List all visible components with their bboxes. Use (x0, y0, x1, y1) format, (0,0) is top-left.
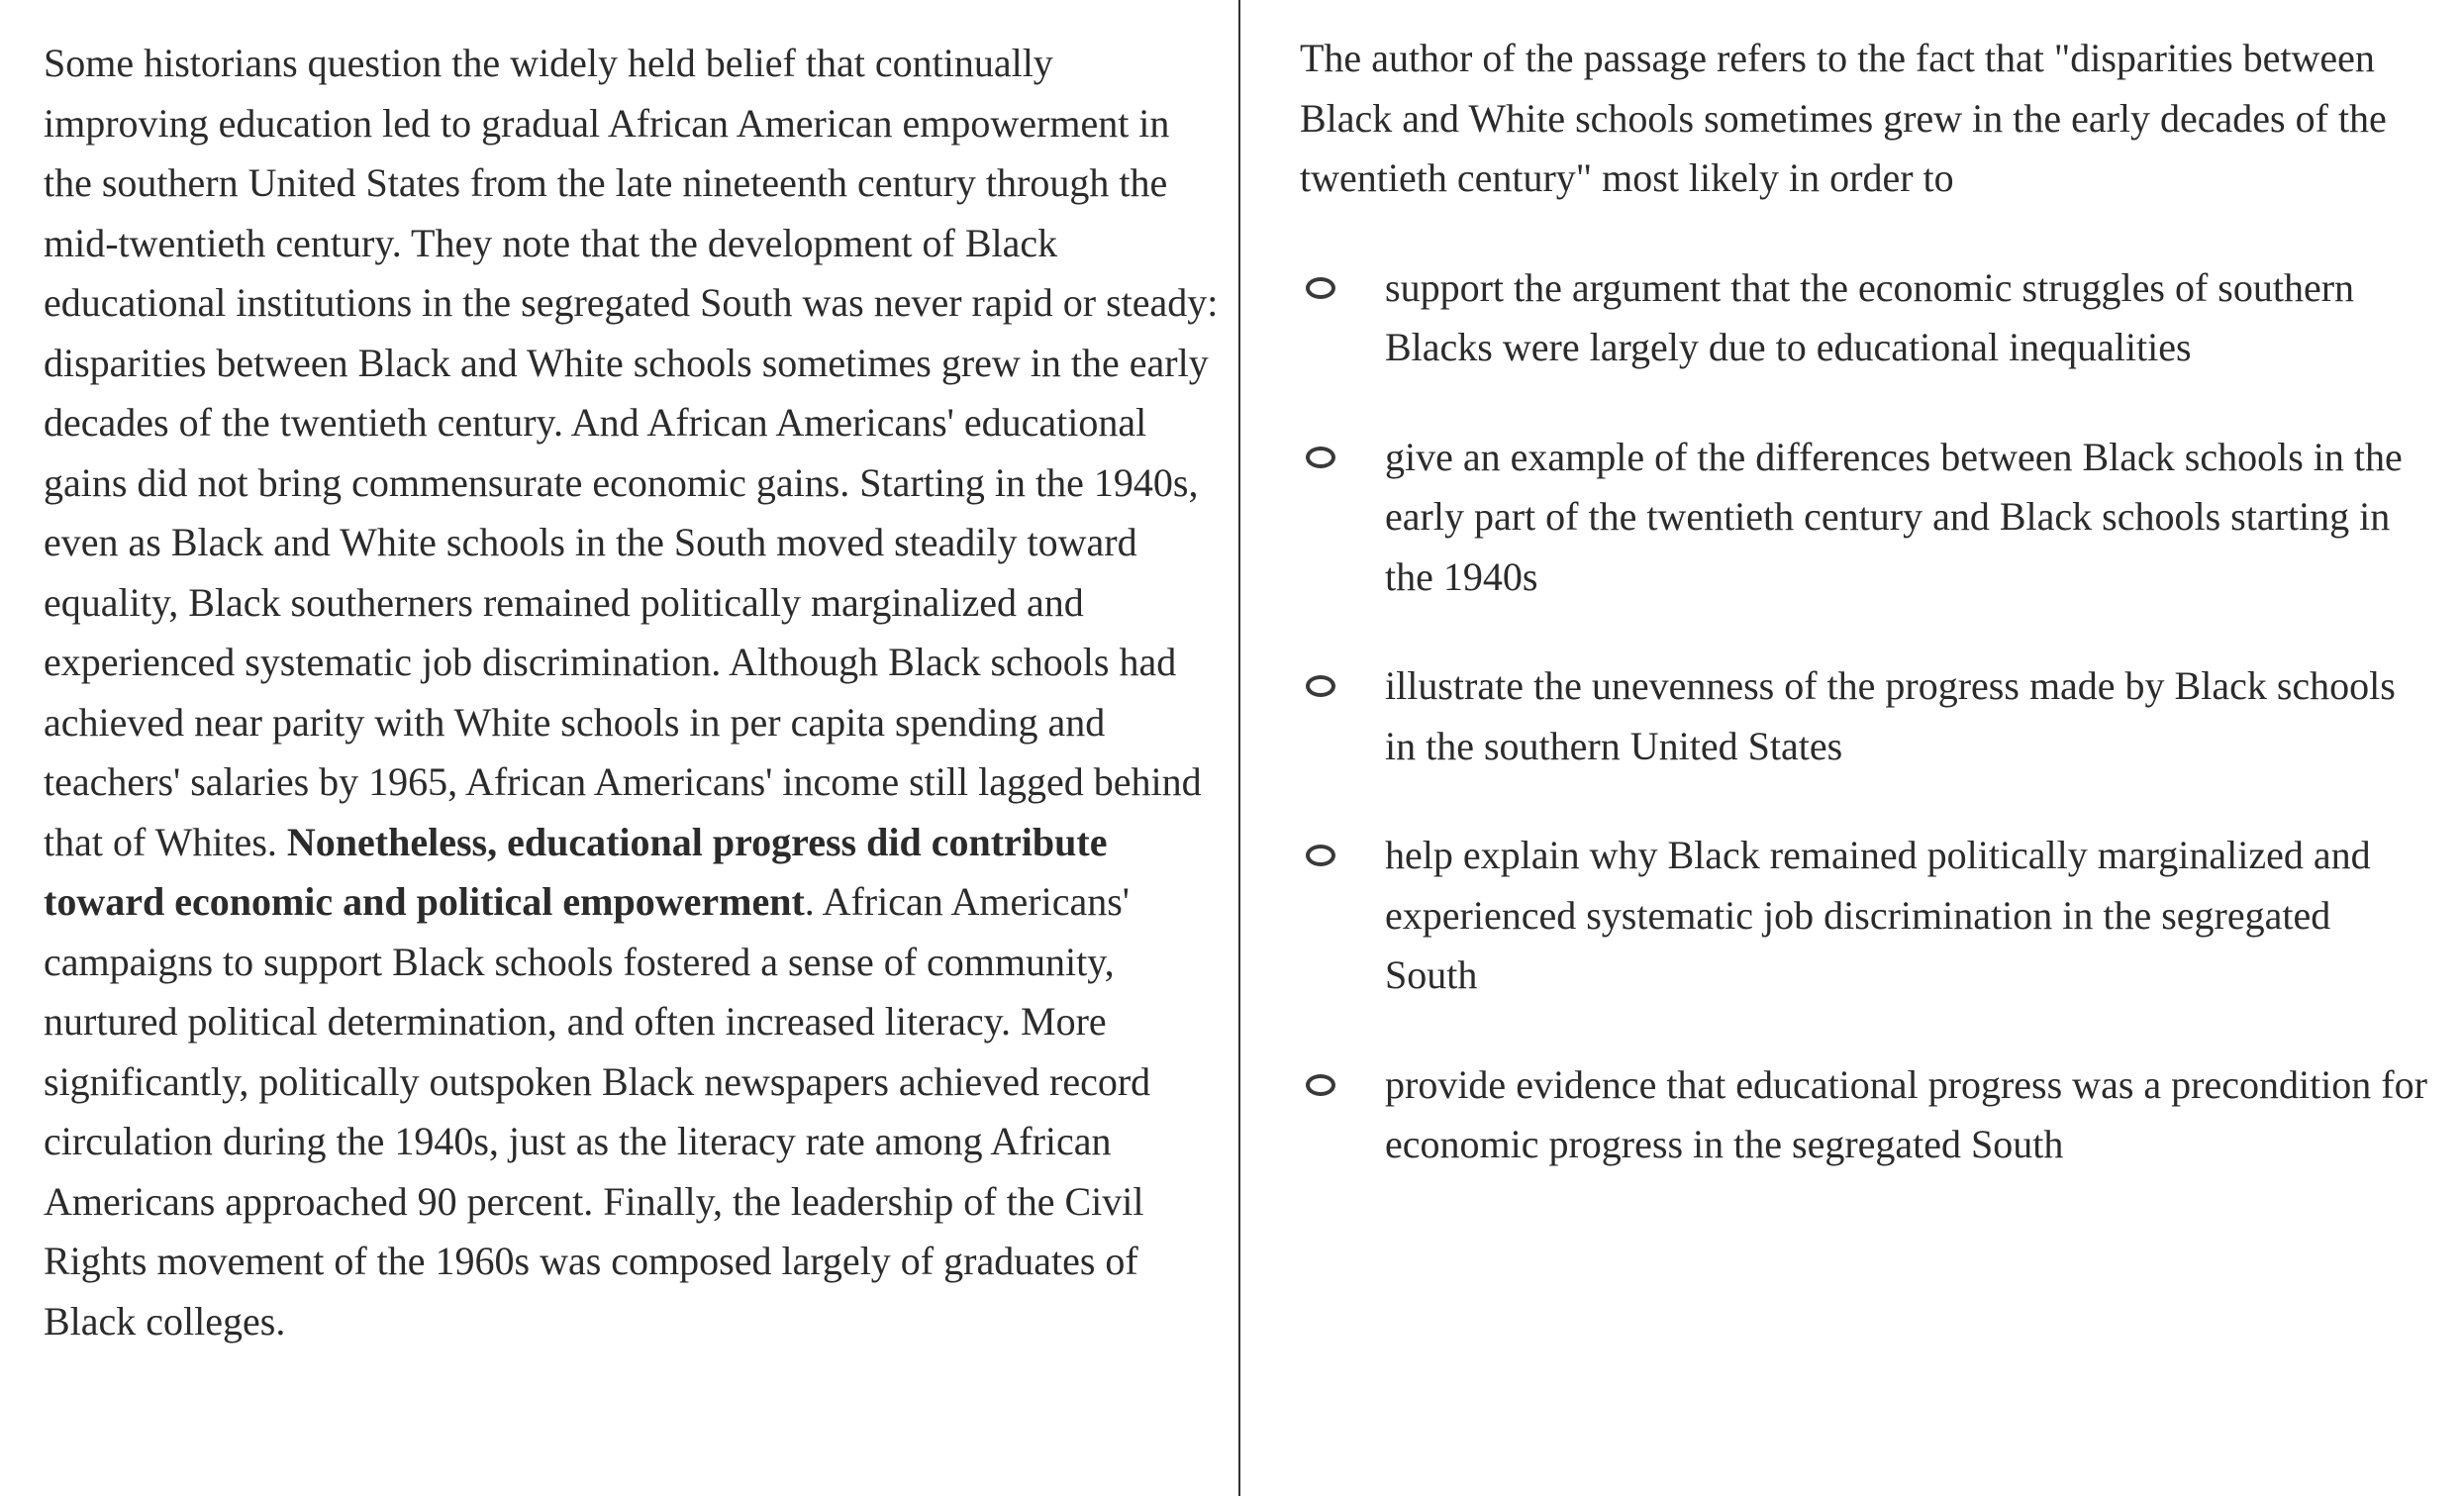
passage-text-conclusion: . African Americans' campaigns to support Black schools fostered a sense of community, nurtured political determination, and often increased literacy. More significantly, politically outspoken Black newspapers achieved record circulation during the 1940s, just as the literacy rate among African Americans approached 90 percent. Finally, the leadership of the Civil Rights movement of the 1960s was composed largely of graduates of Black colleges. (44, 879, 1151, 1344)
answer-option-label: give an example of the differences between Black schools in the early part of the twentieth century and Black schools starting in the 1940s (1385, 434, 2403, 599)
answer-option-label: support the argument that the economic struggles of southern Blacks were largely due to educational inequalities (1385, 264, 2355, 369)
answer-option-label: help explain why Black remained politically marginalized and experienced systematic job discrimination in the segregated South (1385, 833, 2371, 997)
answer-option-e[interactable] (1300, 1055, 2428, 1175)
passage-paragraph (44, 34, 1222, 1351)
passage-bold-sentence: Nonetheless, educational progress did contribute toward economic and political empowerment (44, 819, 1108, 924)
radio-button-icon[interactable] (1306, 845, 1335, 866)
panel-divider[interactable] (1238, 0, 1240, 1496)
radio-button-icon[interactable] (1306, 277, 1335, 299)
radio-button-icon[interactable] (1306, 675, 1335, 697)
radio-button-icon[interactable] (1306, 1074, 1335, 1096)
question-stem: The author of the passage refers to the fact that "disparities between Black and White schools sometimes grew in the early decades of the twentieth century" most likely in order to (1300, 36, 2387, 200)
answer-option-label: provide evidence that educational progress was a precondition for economic progress in the segregated South (1385, 1061, 2427, 1166)
reading-passage (44, 34, 1222, 1351)
answer-option-label: illustrate the unevenness of the progress made by Black schools in the southern United States (1385, 663, 2396, 768)
answer-option-a[interactable] (1300, 258, 2428, 378)
passage-text-intro: Some historians question the widely held belief that continually improving education led to gradual African American empowerment in the southern United States from the late nineteenth century through the mid-twentieth century. They note that the development of Black educational institutions in the segregated South was never rapid or steady: disparities between Black and White schools sometimes grew in the early decades of the twentieth century. And African Americans' educational gains did not bring commensurate economic gains. Starting in the 1940s, even as Black and White schools in the South moved steadily toward equality, Black southerners remained politically marginalized and experienced systematic job discrimination. Although Black schools had achieved near parity with White schools in per capita spending and teachers' salaries by 1965, African Americans' income still lagged behind that of Whites. (44, 41, 1219, 864)
question-panel (1300, 29, 2428, 1225)
answer-option-b[interactable] (1300, 428, 2428, 608)
answer-options (1300, 258, 2428, 1175)
answer-option-c[interactable] (1300, 656, 2428, 776)
radio-button-icon[interactable] (1306, 447, 1335, 468)
answer-option-d[interactable] (1300, 826, 2428, 1006)
